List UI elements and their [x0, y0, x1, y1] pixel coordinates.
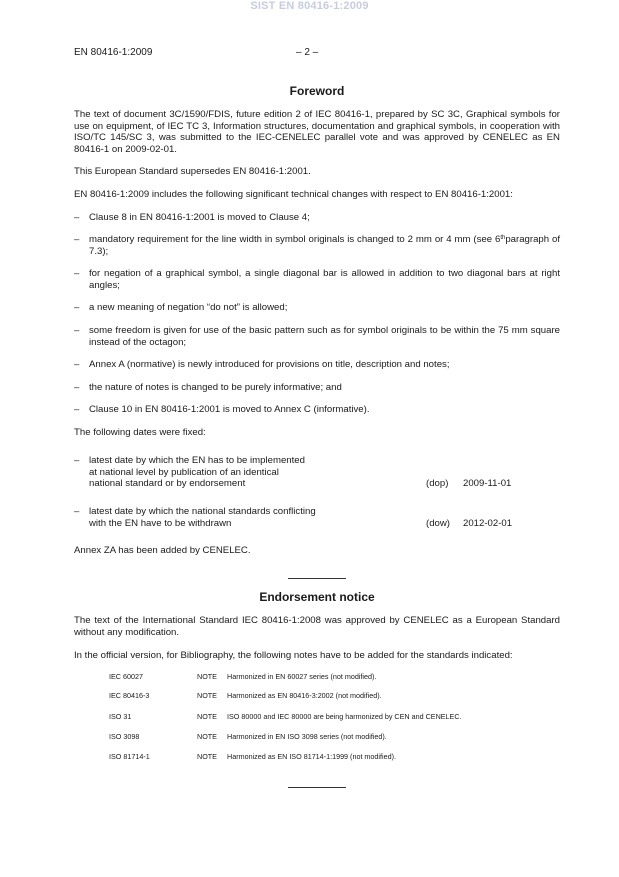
note-text: Harmonized in EN 60027 series (not modified).	[227, 672, 377, 681]
change-item: a new meaning of negation “do not” is allowed;	[89, 302, 288, 313]
note-label: NOTE	[197, 691, 217, 700]
date-description	[89, 506, 409, 529]
note-label: NOTE	[197, 752, 217, 761]
watermark: SIST EN 80416-1:2009	[250, 0, 369, 12]
note-label: NOTE	[197, 672, 217, 681]
separator-rule	[288, 578, 346, 579]
bullet-dash: –	[74, 382, 80, 393]
changes-intro: EN 80416-1:2009 includes the following significant technical changes with respect to EN 80416-1:2001:	[74, 189, 513, 200]
bullet-dash: –	[74, 455, 80, 466]
note-standard: ISO 81714-1	[109, 752, 150, 761]
change-item: Annex A (normative) is newly introduced for provisions on title, description and notes;	[89, 359, 450, 370]
change-item: the nature of notes is changed to be purely informative; and	[89, 382, 342, 393]
change-text-tail: paragraph of 7.3);	[89, 234, 560, 257]
note-standard: IEC 60027	[109, 672, 143, 681]
dates-intro: The following dates were fixed:	[74, 427, 206, 438]
document-id: EN 80416-1:2009	[74, 47, 153, 58]
change-item: some freedom is given for use of the basic pattern such as for symbol originals to be within the 75 mm square instead of the octagon;	[89, 325, 560, 348]
note-label: NOTE	[197, 732, 217, 741]
endorsement-paragraph: The text of the International Standard IEC 80416-1:2008 was approved by CENELEC as a European Standard without any modification.	[74, 615, 560, 638]
separator-rule	[288, 787, 346, 788]
bullet-dash: –	[74, 268, 80, 279]
date-line: at national level by publication of an identical	[89, 466, 279, 478]
change-text: mandatory requirement for the line width in symbol originals is changed to 2 mm or 4 mm (see 6	[89, 234, 501, 245]
bullet-dash: –	[74, 212, 80, 223]
bullet-dash: –	[74, 302, 80, 313]
bullet-dash: –	[74, 506, 80, 517]
date-line: national standard or by endorsement	[89, 478, 246, 489]
superscript: th	[500, 235, 506, 241]
note-text: Harmonized in EN ISO 3098 series (not modified).	[227, 732, 387, 741]
foreword-title: Foreword	[289, 84, 345, 98]
page-number: – 2 –	[296, 47, 319, 58]
note-standard: IEC 80416-3	[109, 691, 150, 700]
bullet-dash: –	[74, 404, 80, 415]
note-text: Harmonized as EN 80416-3:2002 (not modified).	[227, 691, 382, 700]
date-code: (dow)	[426, 518, 450, 529]
note-standard: ISO 3098	[109, 732, 140, 741]
annex-note: Annex ZA has been added by CENELEC.	[74, 545, 251, 556]
endorsement-title: Endorsement notice	[259, 590, 375, 604]
note-text: ISO 80000 and IEC 80000 are being harmonized by CEN and CENELEC.	[227, 712, 462, 721]
date-code: (dop)	[426, 478, 449, 489]
date-line: with the EN have to be withdrawn	[89, 517, 232, 529]
change-item: Clause 8 in EN 80416-1:2001 is moved to Clause 4;	[89, 212, 310, 223]
date-line: latest date by which the national standards conflicting	[89, 506, 316, 517]
date-line: latest date by which the EN has to be implemented	[89, 455, 305, 466]
bullet-dash: –	[74, 234, 80, 245]
supersedes-paragraph: This European Standard supersedes EN 80416-1:2001.	[74, 166, 311, 177]
note-label: NOTE	[197, 712, 217, 721]
foreword-paragraph: The text of document 3C/1590/FDIS, future edition 2 of IEC 80416-1, prepared by SC 3C, Graphical symbols for use on equipment, of IEC TC 3, Information structures, documentation and graphical symbols, in cooperation with ISO/TC 145/SC 3, was submitted to the IEC-CENELEC parallel vote and was approved by CENELEC as EN 80416-1 on 2009-02-01.	[74, 109, 560, 155]
bibliography-intro: In the official version, for Bibliography, the following notes have to be added for the standards indicated:	[74, 650, 513, 661]
change-item	[89, 234, 560, 257]
date-value: 2012-02-01	[463, 518, 513, 529]
change-item: for negation of a graphical symbol, a single diagonal bar is allowed in addition to two diagonal bars at right angles;	[89, 268, 560, 291]
bullet-dash: –	[74, 359, 80, 370]
bullet-dash: –	[74, 325, 80, 336]
note-standard: ISO 31	[109, 712, 132, 721]
date-value: 2009-11-01	[463, 478, 512, 489]
note-text: Harmonized as EN ISO 81714-1:1999 (not modified).	[227, 752, 396, 761]
change-item: Clause 10 in EN 80416-1:2001 is moved to Annex C (informative).	[89, 404, 370, 415]
date-description	[89, 455, 409, 490]
